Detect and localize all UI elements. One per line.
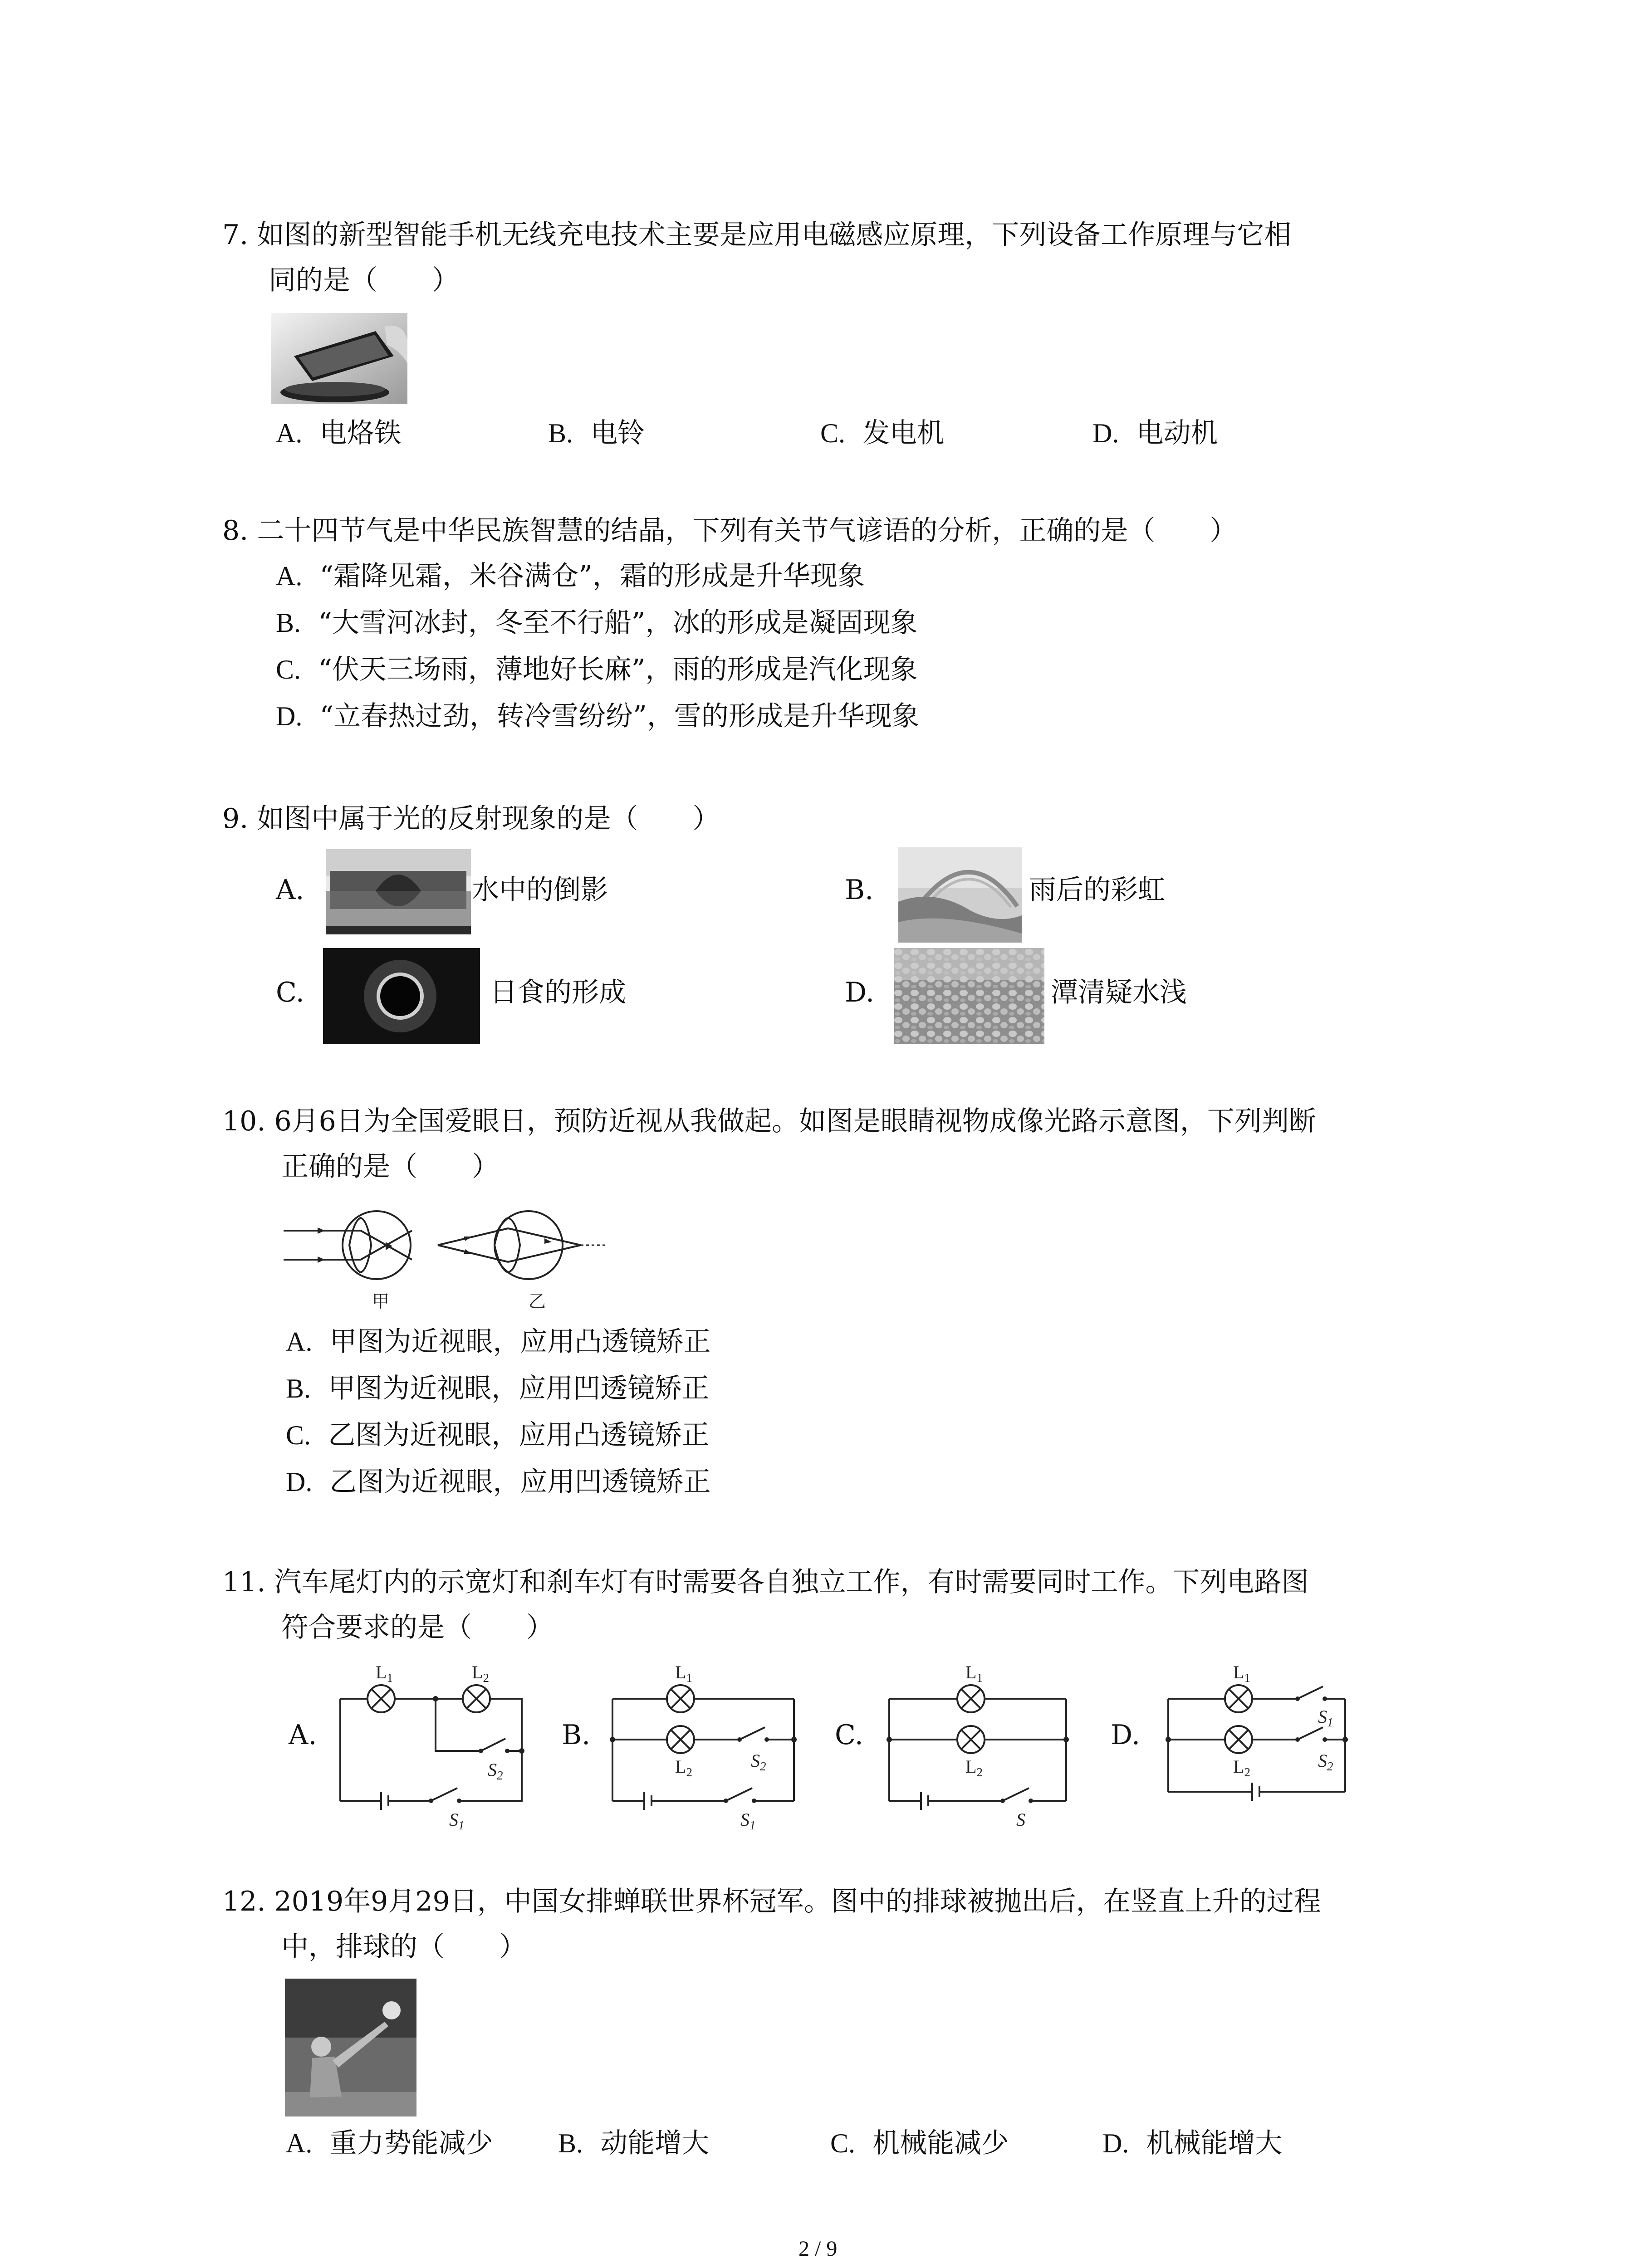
q9-option-a-letter: A. bbox=[276, 874, 304, 906]
circuit-d-switch-1-label: $S_1$ bbox=[1318, 1706, 1333, 1729]
circuit-a-lamp-2-label: $L_2$ bbox=[472, 1662, 489, 1685]
q9-option-c-letter: C. bbox=[276, 977, 304, 1008]
q7-line1: 7. 如图的新型智能手机无线充电技术主要是应用电磁感应原理，下列设备工作原理与它相 bbox=[222, 219, 1292, 251]
q10-option-b: B. 甲图为近视眼，应用凹透镜矫正 bbox=[286, 1373, 710, 1404]
q9-option-b-letter: B. bbox=[845, 874, 874, 906]
q12-line1: 12. 2019年9月29日，中国女排蝉联世界杯冠军。图中的排球被抛出后，在竖直上升的过程 bbox=[222, 1886, 1321, 1917]
eye-label-yi: 乙 bbox=[529, 1291, 546, 1311]
page-number: 2 / 9 bbox=[798, 2237, 838, 2261]
circuit-a-switch-1-label: $S_1$ bbox=[449, 1809, 465, 1832]
q8-option-b: B. “大雪河冰封，冬至不行船”，冰的形成是凝固现象 bbox=[276, 607, 918, 639]
eye-diagram-jia bbox=[284, 1211, 412, 1279]
circuit-a-switch-2-label: $S_2$ bbox=[488, 1760, 503, 1782]
phone-wireless-charger-image bbox=[271, 313, 407, 404]
q12-option-d: D. 机械能增大 bbox=[1102, 2127, 1283, 2159]
rainbow-after-rain-image bbox=[898, 847, 1022, 943]
q8-option-c: C. “伏天三场雨，薄地好长麻”，雨的形成是汽化现象 bbox=[276, 654, 918, 685]
eye-ray-diagram bbox=[281, 1202, 626, 1311]
q10-option-a: A. 甲图为近视眼，应用凸透镜矫正 bbox=[286, 1326, 711, 1358]
q7-option-c: C. 发电机 bbox=[820, 417, 945, 449]
eye-diagram-yi bbox=[438, 1211, 608, 1279]
q9-option-d-text: 潭清疑水浅 bbox=[1051, 977, 1187, 1008]
circuit-b-lamp-1-label: $L_1$ bbox=[675, 1662, 692, 1685]
circuit-b-lamp-2-label: $L_2$ bbox=[675, 1756, 692, 1779]
q12-option-c: C. 机械能减少 bbox=[830, 2127, 1009, 2159]
circuit-c-lamp-2-label: $L_2$ bbox=[965, 1756, 983, 1779]
circuit-d bbox=[1161, 1651, 1361, 1819]
circuit-c bbox=[880, 1651, 1075, 1830]
q11-line1: 11. 汽车尾灯内的示宽灯和刹车灯有时需要各自独立工作，有时需要同时工作。下列电路图 bbox=[222, 1566, 1309, 1598]
q10-line1: 10. 6月6日为全国爱眼日，预防近视从我做起。如图是眼睛视物成像光路示意图，下列判断 bbox=[222, 1105, 1316, 1137]
q9-option-d-letter: D. bbox=[845, 977, 875, 1008]
q8-option-a: A. “霜降见霜，米谷满仓”，霜的形成是升华现象 bbox=[276, 560, 865, 592]
circuit-c-switch-label: S bbox=[1016, 1809, 1025, 1830]
clear-pond-shallow-image bbox=[894, 948, 1044, 1044]
volleyball-player-image bbox=[285, 1979, 416, 2116]
q7-option-d: D. 电动机 bbox=[1092, 417, 1218, 449]
q9-line1: 9. 如图中属于光的反射现象的是（ ） bbox=[222, 803, 720, 835]
q8-option-d: D. “立春热过劲，转冷雪纷纷”，雪的形成是升华现象 bbox=[276, 700, 919, 732]
circuit-b-switch-2-label: $S_2$ bbox=[751, 1750, 766, 1773]
q11-option-c-letter: C. bbox=[835, 1719, 863, 1751]
q9-option-b-text: 雨后的彩虹 bbox=[1029, 874, 1165, 906]
q11-line2: 符合要求的是（ ） bbox=[281, 1612, 554, 1643]
q8-line1: 8. 二十四节气是中华民族智慧的结晶，下列有关节气谚语的分析，正确的是（ ） bbox=[222, 515, 1237, 547]
q7-option-b: B. 电铃 bbox=[548, 417, 645, 449]
q12-line2: 中，排球的（ ） bbox=[281, 1931, 526, 1963]
reflection-in-water-image bbox=[326, 849, 471, 934]
circuit-c-lamp-1-label: $L_1$ bbox=[965, 1662, 983, 1685]
q7-option-a: A. 电烙铁 bbox=[276, 417, 402, 449]
q11-option-a-letter: A. bbox=[289, 1719, 317, 1751]
circuit-b-switch-1-label: $S_1$ bbox=[740, 1809, 756, 1832]
q9-option-c-text: 日食的形成 bbox=[490, 977, 626, 1008]
q12-option-b: B. 动能增大 bbox=[558, 2127, 710, 2159]
solar-eclipse-image bbox=[323, 948, 480, 1044]
q10-line2: 正确的是（ ） bbox=[281, 1151, 499, 1183]
eye-label-jia: 甲 bbox=[372, 1291, 390, 1311]
q12-option-a: A. 重力势能减少 bbox=[286, 2127, 493, 2159]
circuit-a bbox=[336, 1651, 535, 1832]
circuit-a-lamp-1-label: $L_1$ bbox=[376, 1662, 393, 1685]
circuit-d-lamp-2-label: $L_2$ bbox=[1233, 1756, 1250, 1779]
circuit-d-lamp-1-label: $L_1$ bbox=[1233, 1662, 1250, 1685]
q11-option-b-letter: B. bbox=[562, 1719, 591, 1751]
q10-option-d: D. 乙图为近视眼，应用凹透镜矫正 bbox=[286, 1466, 711, 1498]
q7-line2: 同的是（ ） bbox=[269, 264, 459, 296]
circuit-b bbox=[608, 1651, 803, 1832]
q11-option-d-letter: D. bbox=[1111, 1719, 1141, 1751]
q10-option-c: C. 乙图为近视眼，应用凸透镜矫正 bbox=[286, 1419, 710, 1451]
q9-option-a-text: 水中的倒影 bbox=[472, 874, 608, 906]
circuit-d-switch-2-label: $S_2$ bbox=[1318, 1750, 1333, 1773]
